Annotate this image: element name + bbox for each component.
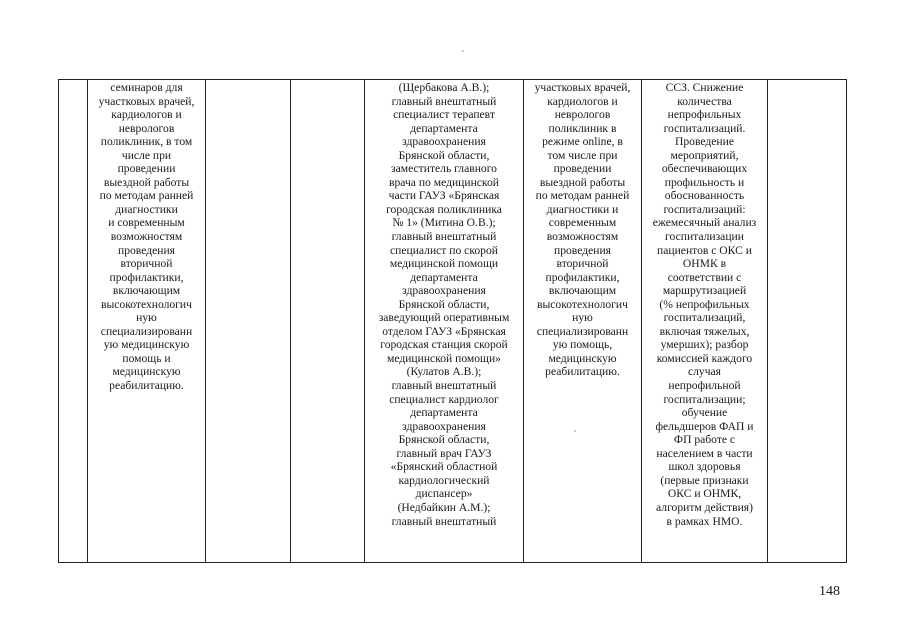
cell-text [291,80,364,81]
table-cell-indicators [642,80,768,563]
cell-text: семинаров для участковых врачей, кардиологов и неврологов поликлиник, в том числе при проведении выездной работы по методам ранней диагностики и современным возможностям проведения вторичной профилактики, включающим высокотехнологич ную специализированн ую медицинскую помощь и медицинскую реабилитацию. [98,81,195,393]
cell-text [768,80,846,81]
cell-text [59,80,87,81]
table-cell-end-date [291,80,365,563]
table-cell-result [524,80,642,563]
cell-text: участковых врачей, кардиологов и неврологов поликлиник в режиме online, в том числе при проведении выездной работы по методам ранней диагностики и современным возможностям проведения вторичной профилактики, включающим высокотехнологич ную специализированн ую помощь, медицинскую реабилитацию. [534,81,631,379]
cell-text: ССЗ. Снижение количества непрофильных госпитализаций. Проведение мероприятий, обеспечивающих профильность и обоснованность госпитализаций: ежемесячный анализ госпитализации пациентов с ОКС и ОНМК в соответствии с маршрутизацией (% непрофильных госпитализаций, включая тяжелых, умерших); разбор комиссией каждого случая непрофильной госпитализации; обучение фельдшеров ФАП и ФП работе с населением в части школ здоровья (первые признаки ОКС и ОНМК, алгоритм действия) в рамках НМО. [652,81,757,528]
scan-speck [462,50,464,52]
table-cell-notes [768,80,847,563]
table-cell-responsible [365,80,524,563]
table-cell-number [59,80,88,563]
table-cell-start-date [206,80,291,563]
table-row [59,80,847,563]
cell-text: (Щербакова А.В.); главный внештатный специалист терапевт департамента здравоохранения Брянской области, заместитель главного врача по медицинской части ГАУЗ «Брянская городская поликлиника № 1» (Митина О.В.); главный внештатный специалист по скорой медицинской помощи департамента здравоохранения Брянской области, заведующий оперативным отделом ГАУЗ «Брянская городская станция скорой медицинской помощи» (Кулатов А.В.); главный внештатный специалист кардиолог департамента здравоохранения Брянской области, главный врач ГАУЗ «Брянский областной кардиологический диспансер» (Недбайкин А.М.); главный внештатный [378,81,510,528]
page-number: 148 [819,584,840,599]
cell-text [206,80,290,81]
table-cell-activity [88,80,206,563]
data-table [58,79,847,563]
scan-speck [574,430,576,432]
